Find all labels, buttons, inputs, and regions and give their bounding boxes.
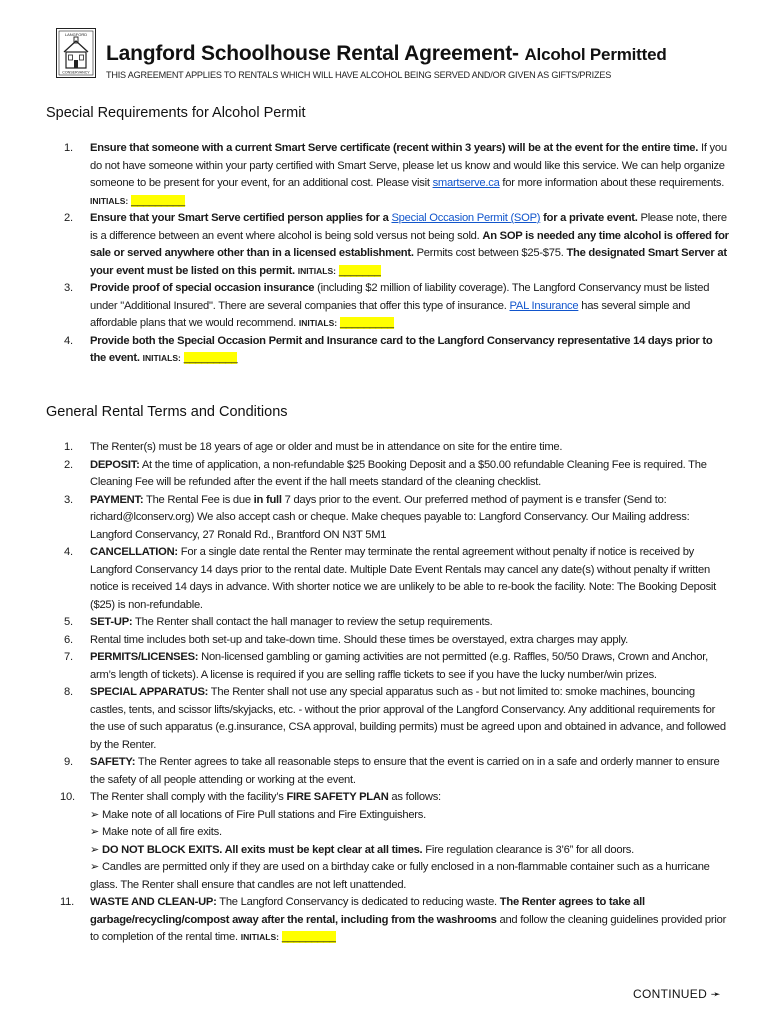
item-text: For a single date rental the Renter may terminate the rental agreement without penalty if notice is received by Langford Conservancy 14 days prior to the rental date. Multiple Date Event Rentals may cancel any date(s) without penalty if written notice is received 14 days in advance. With shorter notice we are unlikely to be able to re-book the facility. Note: The Booking Deposit ($25) is non-refundable. [90, 546, 717, 611]
alcohol-item-1 [46, 140, 730, 210]
term-item-4 [46, 544, 730, 614]
agreement-tagline: THIS AGREEMENT APPLIES TO RENTALS WHICH WILL HAVE ALCOHOL BEING SERVED AND/OR GIVEN AS GIFTS/PRIZES [106, 70, 612, 80]
item-bold-text: Provide proof of special occasion insurance [90, 282, 315, 294]
item-number: 5. [64, 616, 73, 628]
item-text: (including $2 million of liability coverage). The Langford Conservancy must be listed under "Additional Insured". There are several companies that offer this type of insurance. [90, 282, 710, 312]
item-number: 10. [60, 791, 75, 803]
continued-footer: CONTINUED ➛ [633, 987, 722, 1001]
schoolhouse-logo [56, 28, 96, 78]
fire-subitem-block-exits: DO NOT BLOCK EXITS. All exits must be kept clear at all times. [101, 843, 423, 856]
initials-label: INITIALS: [298, 318, 338, 328]
item-bold-text: SPECIAL APPARATUS: [90, 686, 209, 698]
item-number: 4. [64, 334, 73, 347]
fire-subitem-bullet: ➢ [90, 843, 102, 856]
alcohol-item-3 [46, 280, 730, 333]
item-text: The Renter(s) must be 18 years of age or older and must be in attendance on site for the entire time. [90, 441, 563, 453]
general-terms-list [46, 439, 730, 947]
item-text: Permits cost between $25-$75. [413, 247, 567, 259]
fire-safety-plan-label: FIRE SAFETY PLAN [286, 791, 389, 803]
term-item-1 [46, 439, 730, 457]
term-item-6 [46, 632, 730, 650]
item-number: 6. [64, 633, 73, 646]
item-text: The Rental Fee is due [143, 493, 254, 506]
item-text: Please note, there is a difference between an event where alcohol is being sold versus not being sold. [90, 212, 727, 242]
item-bold-text: SET-UP: [90, 616, 133, 628]
initials-field[interactable]: _________ [281, 931, 336, 943]
item-text: has several simple and affordable plans that we would recommend. [90, 299, 691, 329]
item-bold-text: in full [253, 493, 282, 506]
item-number: 3. [64, 282, 73, 294]
item-number: 3. [64, 493, 73, 506]
term-item-11 [46, 894, 730, 947]
logo-top-text: LANGFORD [64, 32, 88, 37]
alcohol-item-4 [46, 333, 730, 368]
item-bold-text: Ensure that someone with a current Smart Serve certificate (recent within 3 years) will be at the event for the entire time. [90, 142, 699, 154]
item-text: Non-licensed gambling or gaming activities are not permitted (e.g. Raffles, 50/50 Draws, Crown and Anchor, arm’s length of tickets). A license is required if you are selling raffle tickets to see if you have the lucky number/win prizes. [90, 651, 708, 681]
item-number: 4. [64, 546, 73, 558]
smartserve-link[interactable]: smartserve.ca [432, 177, 500, 189]
term-item-2 [46, 457, 730, 492]
document-title [106, 42, 667, 66]
title-main: Langford Schoolhouse Rental Agreement- [106, 42, 519, 65]
item-number: 1. [64, 441, 73, 453]
term-item-10 [46, 789, 730, 894]
logo-bottom-text: CONSERVANCY [62, 70, 90, 75]
term-item-5 [46, 614, 730, 632]
item-bold-text: PAYMENT: [90, 493, 144, 506]
item-bold-text: The designated Smart Server at your event must be listed on this permit. [90, 247, 727, 277]
item-number: 1. [64, 142, 73, 154]
initials-field[interactable]: _________ [131, 194, 185, 207]
document-header [56, 28, 736, 84]
initials-label: INITIALS: [142, 353, 181, 363]
item-bold-text: PERMITS/LICENSES: [90, 651, 199, 663]
general-section-heading: General Rental Terms and Conditions [46, 404, 288, 420]
fire-subitem-pull-stations: ➢ Make note of all locations of Fire Pull stations and Fire Extinguishers. [90, 808, 426, 821]
fire-subitem-candles: ➢ Candles are permitted only if they are used on a birthday cake or fully enclosed in a non-flammable container such as a hurricane glass. The Renter shall ensure that candles are not left unattended. [90, 861, 710, 891]
initials-field[interactable]: _________ [183, 352, 238, 364]
sop-link[interactable]: Special Occasion Permit (SOP) [391, 212, 541, 224]
item-bold-text: SAFETY: [90, 756, 136, 768]
item-text: The Renter agrees to take all reasonable steps to ensure that the event is carried on in a safe and orderly manner to ensure the safety of all people attending or working at the event. [90, 756, 720, 786]
item-number: 7. [64, 651, 73, 663]
initials-field[interactable]: _________ [339, 317, 394, 329]
term-item-8 [46, 684, 730, 754]
item-bold-text: WASTE AND CLEAN-UP: [90, 896, 217, 908]
item-bold-text: Provide both the Special Occasion Permit and Insurance card to the Langford Conservancy representative 14 days prior to the event. [90, 334, 713, 364]
item-text: If you do not have someone within your party certified with Smart Serve, please let us know and would like this service. We can help organize someone to be present for your event, for an additional cost. Please visit [90, 142, 727, 189]
term-item-9 [46, 754, 730, 789]
item-number: 2. [64, 212, 73, 224]
item-bold-text: CANCELLATION: [90, 546, 178, 558]
item-text: The Renter shall not use any special apparatus such as - but not limited to: smoke machines, bouncing castles, tents, and scissor lifts/skyjacks, etc. - without the prior approval of the Langford Conservancy. Any additional requirements for the use of such apparatus (e.g.insurance, CSA approval, building permits) must be agreed upon and obtained in advance, and followed by the Renter. [90, 686, 726, 751]
fire-subitem-exits: ➢ Make note of all fire exits. [90, 826, 222, 838]
item-text: The Renter shall comply with the facility’s [90, 791, 287, 803]
item-number: 9. [64, 756, 73, 768]
initials-label: INITIALS: [90, 195, 129, 206]
title-subtitle: Alcohol Permitted [524, 45, 667, 64]
initials-field[interactable]: _______ [338, 264, 381, 277]
item-bold-text: An SOP is needed any time alcohol is offered for sale or served anywhere other than in a licensed establishment. [90, 229, 729, 259]
item-text: Fire regulation clearance is 3’6” for all doors. [422, 843, 635, 856]
item-bold-text: for a private event. [540, 212, 638, 224]
alcohol-section-heading: Special Requirements for Alcohol Permit [46, 105, 306, 121]
item-text: 7 days prior to the event. Our preferred method of payment is e transfer (Send to: richard@lconserv.org) We also accept cash or cheque. Make cheques payable to: Langford Conservancy. Our Mailing address: Langford Conservancy, 27 Ronald Rd., Brantford ON N3T 5M1 [90, 493, 690, 541]
pal-insurance-link[interactable]: PAL Insurance [509, 299, 579, 312]
initials-label: INITIALS: [297, 265, 336, 276]
item-number: 11. [60, 896, 74, 908]
item-text: At the time of application, a non-refundable $25 Booking Deposit and a $50.00 refundable Cleaning Fee is required. The Cleaning Fee will be refunded after the event if the hall meets standard of the cleaning checklist. [90, 458, 707, 488]
alcohol-item-2 [46, 210, 730, 280]
item-text: Rental time includes both set-up and take-down time. Should these times be overstayed, extra charges may apply. [90, 633, 628, 646]
item-text: and follow the cleaning guidelines provided prior to completion of the rental time. [90, 913, 727, 943]
initials-label: INITIALS: [240, 932, 279, 942]
item-text: for more information about these requirements. [499, 177, 725, 189]
item-bold-text: The Renter agrees to take all garbage/recycling/compost away after the rental, including from the washrooms [90, 896, 645, 926]
item-text: The Renter shall contact the hall manager to review the setup requirements. [132, 616, 493, 628]
item-text: The Langford Conservancy is dedicated to reducing waste. [216, 896, 500, 908]
item-number: 2. [64, 458, 73, 471]
term-item-7 [46, 649, 730, 684]
alcohol-requirements-list [46, 140, 730, 368]
item-bold-text: DEPOSIT: [90, 458, 140, 471]
item-number: 8. [64, 686, 73, 698]
term-item-3 [46, 492, 730, 545]
item-bold-text: Ensure that your Smart Serve certified person applies for a [90, 212, 392, 224]
item-text: as follows: [388, 791, 441, 803]
